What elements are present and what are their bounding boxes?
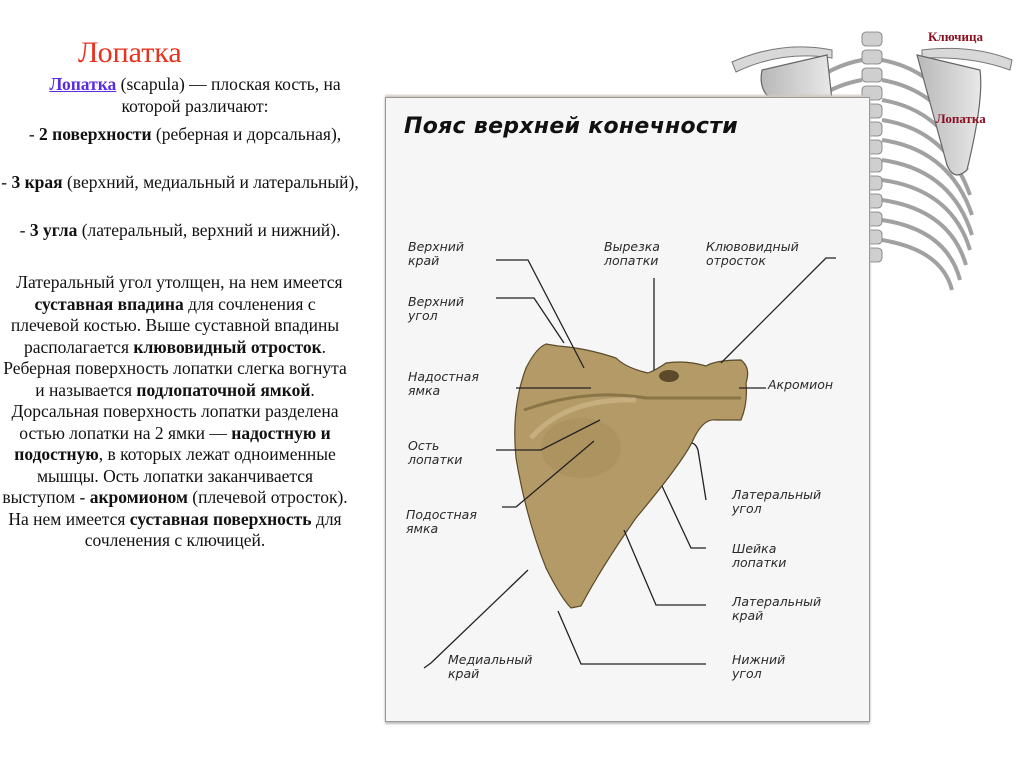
label-lower-angle: Нижний угол: [732, 652, 786, 681]
scapula-label: Лопатка: [936, 111, 986, 126]
label-infraspinous-fossa: Подостная ямка: [406, 507, 477, 536]
list-item-edges: - 3 края (верхний, медиальный и латеральный),: [1, 172, 359, 192]
body-paragraph: Латеральный угол утолщен, на нем имеется суставная впадина для сочленения с плечевой костью. Выше суставной впадины располагается клювовидный отросток. Реберная поверхность лопатки слегка вогнута и называется подлопаточной ямкой. Дорсальная поверхность лопатки разделена остью лопатки на 2 ямки — надостную и подостную, в которых лежат одноименные мышцы. Ость лопатки заканчивается выступом - акромионом (плечевой отросток). На нем имеется суставная поверхность для сочленения с ключицей.: [2, 272, 348, 550]
label-lateral-angle: Латеральный угол: [732, 487, 822, 516]
diagram-title: Пояс верхней конечности: [404, 114, 739, 139]
list-item-angles: - 3 угла (латеральный, верхний и нижний).: [19, 220, 341, 240]
label-supraspinous-fossa: Надостная ямка: [408, 369, 479, 398]
label-neck-of-scapula: Шейка лопатки: [732, 541, 787, 570]
label-acromion: Акромион: [768, 377, 834, 392]
label-upper-edge: Верхний край: [408, 239, 465, 268]
label-spine-of-scapula: Ость лопатки: [408, 438, 463, 467]
clavicle-label: Ключица: [928, 29, 983, 44]
intro-paragraph: Лопатка (scapula) — плоская кость, на которой различают:: [49, 74, 341, 116]
slide-title: Лопатка: [78, 36, 182, 69]
label-upper-angle: Верхний угол: [408, 294, 465, 323]
label-medial-edge: Медиальный край: [448, 652, 533, 681]
scapula-link[interactable]: Лопатка: [49, 74, 117, 94]
scapula-diagram: [386, 98, 869, 721]
list-item-surfaces: - 2 поверхности (реберная и дорсальная),: [28, 124, 342, 144]
label-scapular-notch: Вырезка лопатки: [604, 239, 660, 268]
diagram-panel: [385, 97, 870, 722]
label-coracoid-process: Клювовидный отросток: [706, 239, 799, 268]
label-lateral-edge: Латеральный край: [732, 594, 822, 623]
